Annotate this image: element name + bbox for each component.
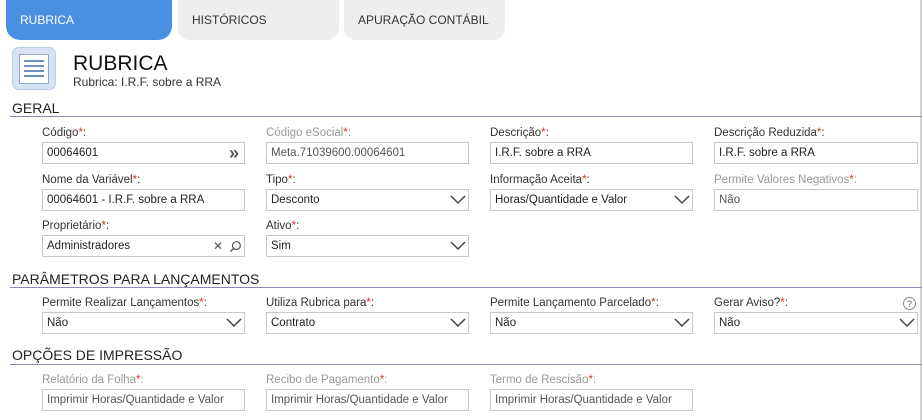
tab-apuracao-contabil[interactable] [344, 0, 505, 40]
ativo-label: Ativo*: [266, 220, 300, 232]
descricao-reduzida-value: I.R.F. sobre a RRA [719, 147, 815, 159]
proprietario-value: Administradores [47, 240, 131, 252]
section-divider [10, 364, 922, 365]
permite-negativos-value: Não [719, 194, 741, 206]
tipo-label: Tipo*: [266, 174, 296, 186]
codigo-value: 00064601 [47, 147, 99, 159]
nome-variavel-label: Nome da Variável*: [42, 174, 141, 186]
permite-lancamentos-label: Permite Realizar Lançamentos*: [42, 297, 207, 309]
chevron-down-icon[interactable] [224, 313, 244, 333]
codigo-label: Código*: [42, 127, 87, 139]
codigo-field[interactable] [42, 142, 245, 164]
proprietario-label: Proprietário*: [42, 220, 110, 232]
page-subtitle: Rubrica: I.R.F. sobre a RRA [73, 75, 222, 89]
nome-variavel-field[interactable] [42, 189, 245, 211]
informacao-aceita-value: Horas/Quantidade e Valor [495, 194, 628, 206]
codigo-esocial-field [266, 142, 469, 164]
gerar-aviso-select[interactable] [714, 312, 918, 334]
utiliza-rubrica-label: Utiliza Rubrica para*: [266, 297, 375, 309]
section-title-geral: GERAL [12, 100, 60, 116]
gerar-aviso-label: Gerar Aviso?*: [714, 297, 788, 309]
chevron-down-icon[interactable] [448, 236, 468, 256]
permite-lancamentos-select[interactable] [42, 312, 245, 334]
permite-negativos-label: Permite Valores Negativos*: [714, 174, 857, 186]
relatorio-folha-field [42, 389, 245, 411]
descricao-reduzida-field[interactable] [714, 142, 918, 164]
termo-rescisao-value: Imprimir Horas/Quantidade e Valor [495, 394, 672, 406]
tab-historicos[interactable] [178, 0, 339, 40]
section-divider [10, 287, 922, 288]
tab-rubrica[interactable] [6, 0, 172, 40]
section-divider [10, 116, 922, 117]
forward-icon[interactable]: » [228, 142, 239, 163]
utiliza-rubrica-select[interactable] [266, 312, 469, 334]
informacao-aceita-select[interactable] [490, 189, 693, 211]
tipo-value: Desconto [271, 194, 320, 206]
ativo-select[interactable] [266, 235, 469, 257]
tab-apuracao-contabil-label: APURAÇÃO CONTÁBIL [358, 13, 489, 27]
clear-icon[interactable]: ✕ [212, 239, 224, 253]
tab-historicos-label: HISTÓRICOS [192, 13, 267, 27]
termo-rescisao-field [490, 389, 693, 411]
chevron-down-icon[interactable] [448, 190, 468, 210]
gerar-aviso-value: Não [719, 317, 741, 329]
recibo-pagamento-label: Recibo de Pagamento*: [266, 374, 388, 386]
descricao-value: I.R.F. sobre a RRA [495, 147, 591, 159]
tab-rubrica-label: RUBRICA [20, 13, 75, 27]
relatorio-folha-label: Relatório da Folha*: [42, 374, 144, 386]
codigo-esocial-label: Código eSocial*: [266, 127, 352, 139]
section-title-impressao: OPÇÕES DE IMPRESSÃO [12, 347, 183, 363]
descricao-reduzida-label: Descrição Reduzida*: [714, 127, 825, 139]
recibo-pagamento-value: Imprimir Horas/Quantidade e Valor [271, 394, 448, 406]
search-icon[interactable] [226, 236, 244, 256]
relatorio-folha-value: Imprimir Horas/Quantidade e Valor [47, 394, 224, 406]
recibo-pagamento-field [266, 389, 469, 411]
chevron-down-icon[interactable] [897, 313, 917, 333]
page-title: RUBRICA [73, 52, 168, 75]
chevron-down-icon[interactable] [672, 190, 692, 210]
ativo-value: Sim [271, 240, 291, 252]
permite-lancamentos-value: Não [47, 317, 69, 329]
lancamento-parcelado-value: Não [495, 317, 517, 329]
help-icon[interactable]: ? [903, 297, 916, 310]
chevron-down-icon[interactable] [448, 313, 468, 333]
codigo-esocial-value: Meta.71039600.00064601 [271, 147, 406, 159]
proprietario-field[interactable] [42, 235, 245, 257]
descricao-label: Descrição*: [490, 127, 549, 139]
document-list-icon [12, 47, 56, 90]
chevron-down-icon[interactable] [672, 313, 692, 333]
termo-rescisao-label: Termo de Rescisão*: [490, 374, 597, 386]
descricao-field[interactable] [490, 142, 693, 164]
lancamento-parcelado-select[interactable] [490, 312, 693, 334]
lancamento-parcelado-label: Permite Lançamento Parcelado*: [490, 297, 659, 309]
permite-negativos-field [714, 189, 918, 211]
utiliza-rubrica-value: Contrato [271, 317, 316, 329]
section-title-parametros: PARÂMETROS PARA LANÇAMENTOS [12, 271, 260, 287]
nome-variavel-value: 00064601 - I.R.F. sobre a RRA [47, 194, 205, 206]
tipo-select[interactable] [266, 189, 469, 211]
informacao-aceita-label: Informação Aceita*: [490, 174, 590, 186]
